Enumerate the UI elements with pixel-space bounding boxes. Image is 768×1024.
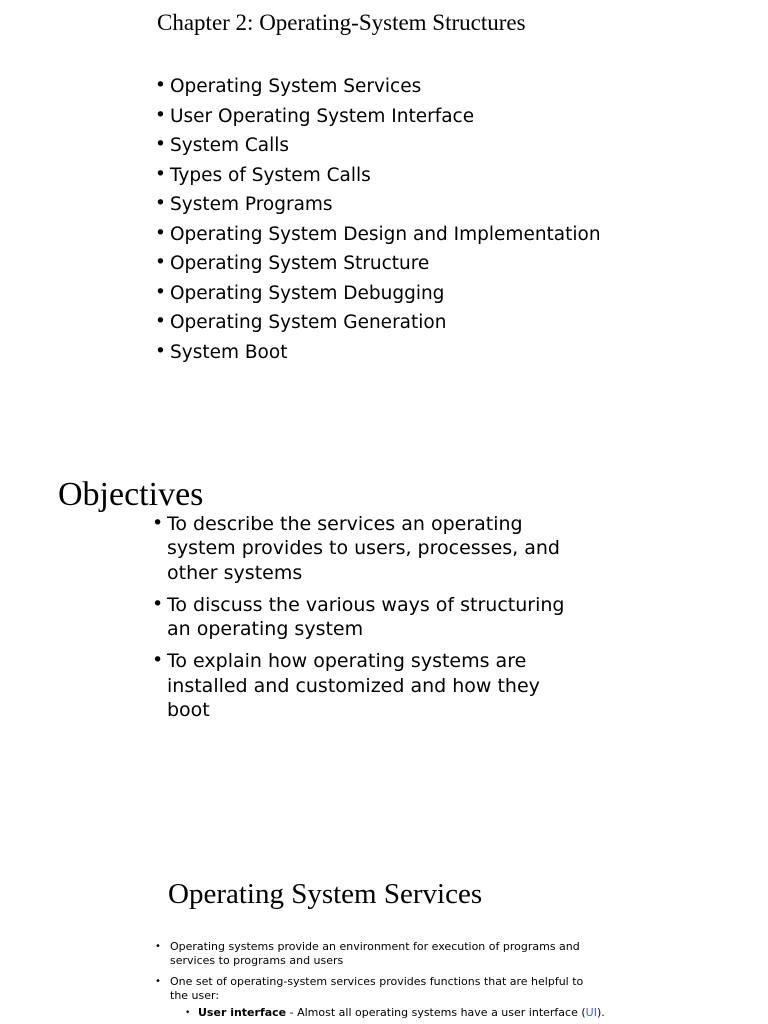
list-item: • Operating systems provide an environment for execution of programs and services to programs and users bbox=[155, 940, 585, 967]
services-list bbox=[155, 940, 585, 1010]
list-item: • To explain how operating systems are installed and customized and how they boot bbox=[152, 649, 572, 722]
services-sub-list bbox=[185, 1006, 605, 1020]
list-item: • System Boot bbox=[155, 338, 601, 368]
objectives-list bbox=[152, 512, 572, 730]
term-end: ). bbox=[596, 1006, 605, 1019]
term-label: User interface bbox=[198, 1006, 287, 1019]
list-item: • Operating System Design and Implementation bbox=[155, 220, 601, 250]
list-item: • Types of System Calls bbox=[155, 161, 601, 191]
slide-title: Chapter 2: Operating-System Structures bbox=[157, 10, 526, 35]
outline-list bbox=[155, 72, 601, 367]
list-item: • Operating System Services bbox=[155, 72, 601, 102]
ui-abbrev-link[interactable]: UI bbox=[585, 1006, 597, 1019]
slide-title: Objectives bbox=[58, 476, 204, 513]
list-item: • System Programs bbox=[155, 190, 601, 220]
sub-list-item bbox=[185, 1006, 605, 1020]
list-item: • One set of operating-system services provides functions that are helpful to the user: bbox=[155, 975, 585, 1002]
list-item: • System Calls bbox=[155, 131, 601, 161]
term-text: - Almost all operating systems have a user interface ( bbox=[286, 1006, 586, 1019]
list-item: • Operating System Debugging bbox=[155, 279, 601, 309]
list-item: • User Operating System Interface bbox=[155, 102, 601, 132]
list-item: • Operating System Structure bbox=[155, 249, 601, 279]
list-item: • To describe the services an operating system provides to users, processes, and other systems bbox=[152, 512, 572, 585]
list-item: • Operating System Generation bbox=[155, 308, 601, 338]
slide-title: Operating System Services bbox=[168, 878, 483, 910]
list-item: • To discuss the various ways of structuring an operating system bbox=[152, 593, 572, 642]
